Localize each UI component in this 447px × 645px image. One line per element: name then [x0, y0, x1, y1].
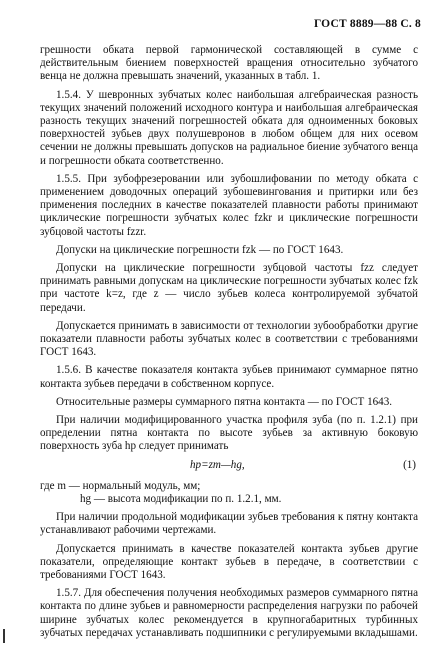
formula-number: (1)	[403, 458, 416, 471]
formula: hp=zm—hg,	[190, 458, 245, 471]
scan-edge-mark	[3, 629, 5, 643]
document-body	[40, 44, 418, 645]
definition: где m — нормальный модуль, мм;	[40, 479, 201, 492]
paragraph: При наличии продольной модификации зубьев требования к пятну контакта устанавливают рабочими чертежами.	[40, 511, 418, 537]
paragraph: Относительные размеры суммарного пятна контакта — по ГОСТ 1643.	[56, 395, 393, 408]
paragraph: Допускается принимать в качестве показателей контакта зубьев другие показатели, определяющие контакт зубьев в передаче, в соответствии с требованиями ГОСТ 1643.	[40, 542, 418, 581]
paragraph: 1.5.4. У шевронных зубчатых колес наибольшая алгебраическая разность текущих значений положений исходного контура и наибольшая алгебраическая разность текущих значений погрешностей обката для одноименных боковых поверхностей зубьев двух полушевронов в любом общем для них осевом сечении не должны превышать допусков на радиальное биение зубчатого венца и погрешности обката соответственно.	[40, 88, 418, 167]
paragraph: Допуски на циклические погрешности fzk — по ГОСТ 1643.	[56, 243, 344, 256]
paragraph: грешности обката первой гармонической составляющей в сумме с действительным биением поверхностей вращения относительно зубчатого венца не должна превышать значений, указанных в табл. 1.	[40, 44, 418, 83]
paragraph: 1.5.7. Для обеспечения получения необходимых размеров суммарного пятна контакта по длине зубьев и равномерности распределения нагрузки по рабочей ширине зубчатых колес рекомендуется в крупногабаритных турбинных зубчатых передачах устанавливать подшипники с регулируемыми вкладышами.	[40, 587, 418, 639]
paragraph: Допускается принимать в зависимости от технологии зубообработки другие показатели плавности работы зубчатых колес в соответствии с требованиями ГОСТ 1643.	[40, 319, 418, 359]
formula-row	[40, 459, 418, 474]
paragraph: 1.5.6. В качестве показателя контакта зубьев принимают суммарное пятно контакта зубьев передачи в собственном корпусе.	[40, 364, 418, 390]
paragraph: 1.5.5. При зубофрезеровании или зубошлифовании по методу обката с применением доводочных операций зубошевингования и притирки или без применения последних в качестве показателей плавности работы принимают циклические погрешности зубчатых колес fzkr и циклические погрешности зубцовой частоты fzzr.	[40, 172, 418, 238]
paragraph: При наличии модифицированного участка профиля зуба (по п. 1.2.1) при определении пятна контакта по высоте зубьев за активную боковую поверхность зуба hp следует принимать	[40, 414, 418, 453]
page-header: ГОСТ 8889—88 С. 8	[313, 18, 421, 30]
definition: hg — высота модификации по п. 1.2.1, мм.	[80, 492, 282, 505]
paragraph: Допуски на циклические погрешности зубцовой частоты fzz следует принимать равными допускам на циклические погрешности зубчатых колес fzk при частоте k=z, где z — число зубьев колеса контролируемой зубчатой передачи.	[40, 262, 418, 314]
